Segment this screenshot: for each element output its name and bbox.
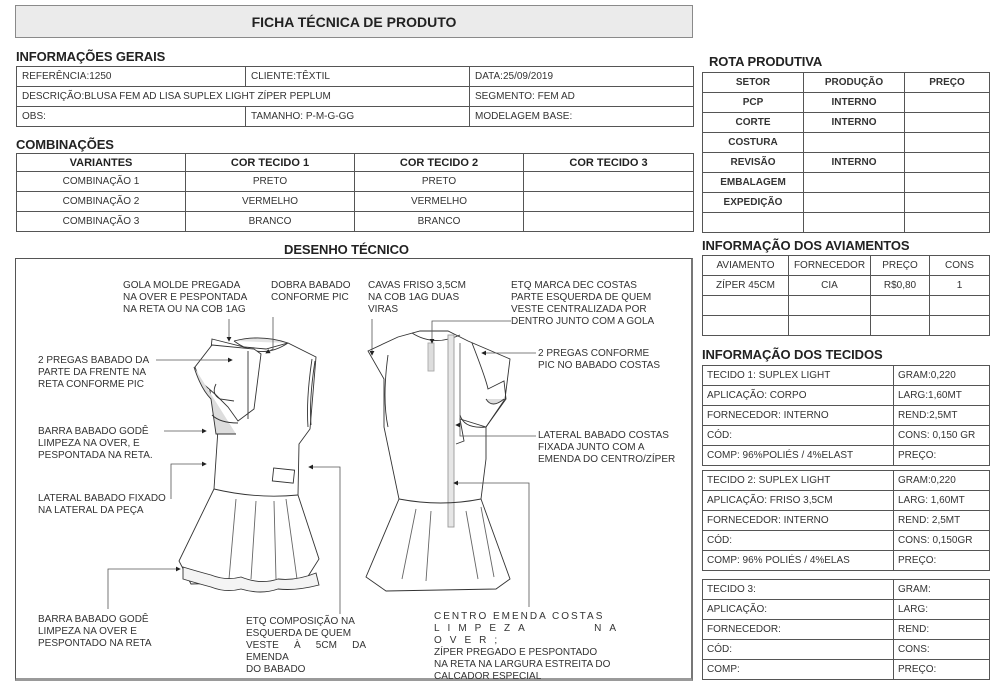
- note-line: LIMPEZA NA OVER E: [38, 626, 137, 637]
- table-row: [703, 511, 990, 531]
- column-header: PREÇO: [905, 73, 990, 93]
- production-cell: [804, 133, 905, 153]
- table-row: [703, 213, 990, 233]
- variant-cell: COMBINAÇÃO 3: [17, 212, 186, 232]
- fabric-cell: TECIDO 3:: [703, 580, 894, 600]
- table-row: [703, 316, 990, 336]
- note-back-center: [434, 611, 624, 683]
- fabric-cell: LARG: 1,60MT: [894, 491, 990, 511]
- note-line: DOBRA BABADO: [271, 280, 351, 291]
- note-line: DENTRO JUNTO COM A GOLA: [511, 316, 655, 327]
- table-row: [703, 386, 990, 406]
- column-header: COR TECIDO 1: [186, 154, 355, 172]
- table-row: [703, 133, 990, 153]
- column-header: COR TECIDO 2: [355, 154, 524, 172]
- column-header: CONS: [930, 256, 990, 276]
- combinations-heading: COMBINAÇÕES: [16, 137, 114, 152]
- note-line: ZÍPER PREGADO E PESPONTADO: [434, 647, 598, 658]
- price-cell: R$0,80: [871, 276, 930, 296]
- price-cell: [905, 93, 990, 113]
- note-line: VESTE À 5CM DA EMENDA: [246, 640, 366, 663]
- description-cell: DESCRIÇÃO:BLUSA FEM AD LISA SUPLEX LIGHT ZÍPER PEPLUM: [17, 87, 470, 107]
- fabric-cell: CONS: 0,150GR: [894, 531, 990, 551]
- note-line: ESQUERDA DE QUEM: [246, 628, 352, 639]
- table-row: [703, 471, 990, 491]
- table-row: [703, 296, 990, 316]
- reference-cell: REFERÊNCIA:1250: [17, 67, 246, 87]
- fabric-cell: REND:2,5MT: [894, 406, 990, 426]
- note-composition-label: [246, 616, 366, 676]
- production-cell: INTERNO: [804, 153, 905, 173]
- back-garment-icon: [366, 331, 510, 591]
- sector-cell: EMBALAGEM: [703, 173, 804, 193]
- variant-cell: COMBINAÇÃO 2: [17, 192, 186, 212]
- note-line: LIMPEZA NA OVER, E: [38, 438, 140, 449]
- fabric-cell: REND:: [894, 620, 990, 640]
- column-header: FORNECEDOR: [789, 256, 871, 276]
- color-cell: BRANCO: [186, 212, 355, 232]
- fabric-cell: FORNECEDOR:: [703, 620, 894, 640]
- table-row: [703, 276, 990, 296]
- consumption-cell: [930, 296, 990, 316]
- note-line: DO BABADO: [246, 664, 306, 675]
- note-hem-bottom: [38, 614, 162, 650]
- column-header: PREÇO: [871, 256, 930, 276]
- fabric-cell: COMP:: [703, 660, 894, 680]
- table-row: [703, 153, 990, 173]
- note-line: CAVAS FRISO 3,5CM: [368, 280, 466, 291]
- note-line: GOLA MOLDE PREGADA: [123, 280, 241, 291]
- general-info-table: [16, 66, 694, 127]
- table-row: [703, 580, 990, 600]
- note-ruffle-fold: [271, 280, 361, 304]
- note-line: PESPONTADA NA RETA.: [38, 450, 153, 461]
- fabric-cell: CONS: 0,150 GR: [894, 426, 990, 446]
- fabric-cell: GRAM:0,220: [894, 471, 990, 491]
- price-cell: [905, 133, 990, 153]
- table-row: [703, 620, 990, 640]
- fabric-cell: APLICAÇÃO: FRISO 3,5CM: [703, 491, 894, 511]
- note-line: BARRA BABADO GODÊ: [38, 426, 149, 437]
- note-line: NA LATERAL DA PEÇA: [38, 505, 144, 516]
- table-row: [703, 640, 990, 660]
- note-line: PARTE ESQUERDA DE QUEM: [511, 292, 652, 303]
- note-side-fixed: [38, 493, 178, 517]
- combinations-table: [16, 153, 694, 232]
- table-row: [703, 173, 990, 193]
- table-row: [17, 107, 694, 127]
- fabric-cell: GRAM:: [894, 580, 990, 600]
- note-hem-over: [38, 426, 162, 462]
- note-line: PARTE DA FRENTE NA: [38, 367, 146, 378]
- note-line: NA RETA OU NA COB 1AG: [123, 304, 246, 315]
- fabric-cell: COMP: 96%POLIÉS / 4%ELAST: [703, 446, 894, 466]
- note-line: NA OVER E PESPONTADA: [123, 292, 248, 303]
- note-line: LIMPEZA NA OVER;: [434, 623, 624, 646]
- price-cell: [905, 153, 990, 173]
- table-row: [703, 531, 990, 551]
- trim-cell: [703, 316, 789, 336]
- document-title: FICHA TÉCNICA DE PRODUTO: [15, 5, 693, 38]
- production-route-table: [702, 72, 990, 233]
- fabric-cell: APLICAÇÃO: CORPO: [703, 386, 894, 406]
- column-header: SETOR: [703, 73, 804, 93]
- fabric-cell: COMP: 96% POLIÉS / 4%ELAS: [703, 551, 894, 571]
- trims-table: [702, 255, 990, 336]
- note-line: LATERAL BABADO FIXADO: [38, 493, 166, 504]
- client-cell: CLIENTE:TÊXTIL: [246, 67, 470, 87]
- sector-cell: [703, 213, 804, 233]
- segment-cell: SEGMENTO: FEM AD: [470, 87, 694, 107]
- table-row: [703, 406, 990, 426]
- note-front-pleats: [38, 355, 158, 391]
- table-row: [703, 113, 990, 133]
- fabric-3-table: [702, 579, 990, 680]
- fabrics-heading: INFORMAÇÃO DOS TECIDOS: [702, 347, 883, 362]
- table-row: [703, 93, 990, 113]
- note-line: ETQ COMPOSIÇÃO NA: [246, 616, 355, 627]
- sector-cell: COSTURA: [703, 133, 804, 153]
- fabric-cell: LARG:1,60MT: [894, 386, 990, 406]
- fabric-2-table: [702, 470, 990, 571]
- note-line: 2 PREGAS CONFORME: [538, 348, 650, 359]
- production-route-heading: ROTA PRODUTIVA: [709, 54, 823, 69]
- date-cell: DATA:25/09/2019: [470, 67, 694, 87]
- technical-drawing-panel: [15, 258, 693, 681]
- column-header: VARIANTES: [17, 154, 186, 172]
- consumption-cell: [930, 316, 990, 336]
- sector-cell: PCP: [703, 93, 804, 113]
- sector-cell: CORTE: [703, 113, 804, 133]
- note-line: CENTRO EMENDA COSTAS: [434, 611, 605, 622]
- table-header-row: [703, 256, 990, 276]
- fabric-cell: FORNECEDOR: INTERNO: [703, 406, 894, 426]
- price-cell: [905, 173, 990, 193]
- production-cell: [804, 213, 905, 233]
- fabric-cell: FORNECEDOR: INTERNO: [703, 511, 894, 531]
- fabric-cell: PREÇO:: [894, 551, 990, 571]
- color-cell: VERMELHO: [355, 192, 524, 212]
- table-row: [17, 172, 694, 192]
- color-cell: PRETO: [355, 172, 524, 192]
- supplier-cell: [789, 316, 871, 336]
- note-line: NA COB 1AG DUAS: [368, 292, 460, 303]
- note-line: 2 PREGAS BABADO DA: [38, 355, 150, 366]
- variant-cell: COMBINAÇÃO 1: [17, 172, 186, 192]
- note-line: CONFORME PIC: [271, 292, 349, 303]
- production-cell: INTERNO: [804, 113, 905, 133]
- trim-cell: [703, 296, 789, 316]
- note-brand-label: [511, 280, 666, 328]
- trims-heading: INFORMAÇÃO DOS AVIAMENTOS: [702, 238, 910, 253]
- fabric-cell: TECIDO 1: SUPLEX LIGHT: [703, 366, 894, 386]
- general-info-heading: INFORMAÇÕES GERAIS: [16, 49, 166, 64]
- supplier-cell: [789, 296, 871, 316]
- note-line: PESPONTADO NA RETA: [38, 638, 152, 649]
- color-cell: BRANCO: [355, 212, 524, 232]
- table-header-row: [703, 73, 990, 93]
- size-cell: TAMANHO: P-M-G-GG: [246, 107, 470, 127]
- table-row: [17, 192, 694, 212]
- table-row: [703, 660, 990, 680]
- note-line: BARRA BABADO GODÊ: [38, 614, 149, 625]
- note-line: PIC NO BABADO COSTAS: [538, 360, 661, 371]
- note-line: ETQ MARCA DEC COSTAS: [511, 280, 637, 291]
- note-line: NA RETA NA LARGURA ESTREITA DO: [434, 659, 611, 670]
- table-row: [17, 212, 694, 232]
- fabric-cell: PREÇO:: [894, 446, 990, 466]
- trim-cell: ZÍPER 45CM: [703, 276, 789, 296]
- note-back-pleats: [538, 348, 668, 372]
- fabric-cell: CONS:: [894, 640, 990, 660]
- color-cell: [524, 172, 694, 192]
- price-cell: [871, 296, 930, 316]
- table-header-row: [17, 154, 694, 172]
- table-row: [703, 426, 990, 446]
- note-collar: [123, 280, 256, 316]
- note-back-side: [538, 430, 688, 466]
- table-row: [703, 600, 990, 620]
- note-line: LATERAL BABADO COSTAS: [538, 430, 669, 441]
- fabric-cell: APLICAÇÃO:: [703, 600, 894, 620]
- table-row: [17, 67, 694, 87]
- note-line: CALCADOR ESPECIAL: [434, 671, 542, 682]
- sector-cell: REVISÃO: [703, 153, 804, 173]
- production-cell: INTERNO: [804, 93, 905, 113]
- fabric-cell: CÓD:: [703, 640, 894, 660]
- note-line: VESTE CENTRALIZADA POR: [511, 304, 647, 315]
- fabric-cell: REND: 2,5MT: [894, 511, 990, 531]
- obs-cell: OBS:: [17, 107, 246, 127]
- column-header: AVIAMENTO: [703, 256, 789, 276]
- fabric-cell: CÓD:: [703, 531, 894, 551]
- column-header: PRODUÇÃO: [804, 73, 905, 93]
- fabric-1-table: [702, 365, 990, 466]
- fabric-cell: GRAM:0,220: [894, 366, 990, 386]
- color-cell: [524, 192, 694, 212]
- fabric-cell: TECIDO 2: SUPLEX LIGHT: [703, 471, 894, 491]
- price-cell: [871, 316, 930, 336]
- table-row: [17, 87, 694, 107]
- table-row: [703, 193, 990, 213]
- price-cell: [905, 193, 990, 213]
- table-row: [703, 366, 990, 386]
- fabric-cell: LARG:: [894, 600, 990, 620]
- column-header: COR TECIDO 3: [524, 154, 694, 172]
- note-armhole: [368, 280, 476, 316]
- consumption-cell: 1: [930, 276, 990, 296]
- sector-cell: EXPEDIÇÃO: [703, 193, 804, 213]
- price-cell: [905, 213, 990, 233]
- technical-drawing-heading: DESENHO TÉCNICO: [284, 242, 409, 257]
- table-row: [703, 491, 990, 511]
- table-row: [703, 446, 990, 466]
- production-cell: [804, 173, 905, 193]
- color-cell: VERMELHO: [186, 192, 355, 212]
- note-line: EMENDA DO CENTRO/ZÍPER: [538, 454, 676, 465]
- note-line: RETA CONFORME PIC: [38, 379, 144, 390]
- note-line: FIXADA JUNTO COM A: [538, 442, 645, 453]
- front-garment-icon: [179, 338, 319, 592]
- note-line: VIRAS: [368, 304, 399, 315]
- fabric-cell: PREÇO:: [894, 660, 990, 680]
- table-row: [703, 551, 990, 571]
- price-cell: [905, 113, 990, 133]
- color-cell: [524, 212, 694, 232]
- fabric-cell: CÓD:: [703, 426, 894, 446]
- production-cell: [804, 193, 905, 213]
- base-pattern-cell: MODELAGEM BASE:: [470, 107, 694, 127]
- supplier-cell: CIA: [789, 276, 871, 296]
- color-cell: PRETO: [186, 172, 355, 192]
